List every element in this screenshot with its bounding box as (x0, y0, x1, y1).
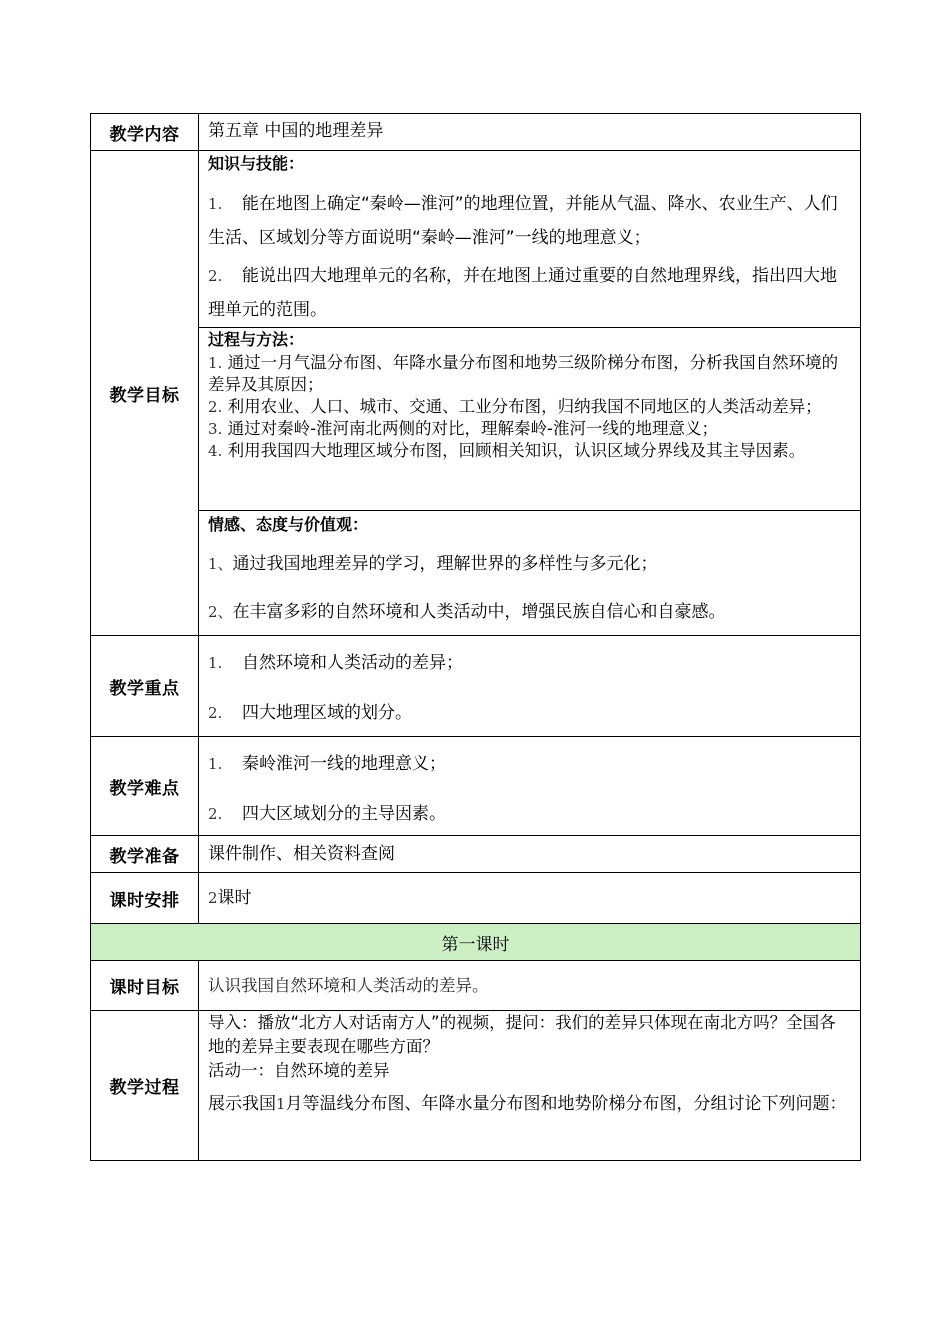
item-number: 1. (208, 755, 223, 773)
schedule-unit: 课时 (217, 888, 252, 908)
schedule-number: 2 (208, 889, 218, 907)
process-activity: 活动一：自然环境的差异 (208, 1061, 390, 1080)
process-method-item-1 (208, 352, 852, 396)
knowledge-title: 知识与技能： (208, 154, 305, 173)
process-method-item-3 (208, 418, 852, 440)
lesson-goal-text: 认识我国自然环境和人类活动的差异。 (208, 975, 489, 995)
emotion-item-2 (208, 595, 852, 629)
key-point-1 (208, 646, 852, 680)
row-objectives-knowledge (91, 151, 861, 328)
row-objectives-process (91, 328, 861, 511)
item-text: 通过对秦岭-淮河南北两侧的对比，理解秦岭-淮河一线的地理意义； (227, 419, 718, 438)
header-objectives: 教学目标 (91, 151, 199, 636)
row-objectives-emotion (91, 511, 861, 636)
difficulty-2 (208, 797, 852, 831)
item-number: 1. (208, 654, 223, 672)
process-method-cell (199, 328, 861, 511)
difficulty-1 (208, 747, 852, 781)
header-teaching-process: 教学过程 (91, 1011, 199, 1161)
item-number: 2. (208, 805, 223, 823)
knowledge-item-1 (208, 187, 852, 255)
lesson-plan-table (90, 113, 861, 1161)
key-point-2 (208, 696, 852, 730)
item-text: 通过我国地理差异的学习，理解世界的多样性与多元化； (232, 554, 658, 574)
preparation-cell (199, 836, 861, 873)
item-number: 4. (208, 442, 223, 460)
item-text: 通过一月气温分布图、年降水量分布图和地势三级阶梯分布图，分析我国自然环境的差异及其原因； (208, 353, 839, 394)
emotion-title: 情感、态度与价值观： (208, 515, 369, 534)
task-number: 1 (276, 1095, 286, 1113)
process-method-title: 过程与方法： (208, 330, 305, 349)
task-text-before: 展示我国 (208, 1094, 276, 1114)
item-number: 2、 (208, 603, 233, 621)
emotion-cell (199, 511, 861, 636)
header-preparation: 教学准备 (91, 836, 199, 873)
item-text: 四大地理区域的划分。 (242, 703, 412, 723)
item-text: 利用农业、人口、城市、交通、工业分布图，归纳我国不同地区的人类活动差异； (227, 397, 822, 416)
row-content (91, 114, 861, 151)
item-text: 四大区域划分的主导因素。 (242, 804, 446, 824)
item-number: 2. (208, 398, 223, 416)
process-method-item-4 (208, 440, 852, 462)
lesson-goal-cell (199, 961, 861, 1011)
item-text: 秦岭淮河一线的地理意义； (242, 754, 446, 774)
row-lesson-goal (91, 961, 861, 1011)
lesson-banner: 第一课时 (91, 924, 861, 961)
knowledge-cell (199, 151, 861, 328)
teaching-process-cell (199, 1011, 861, 1161)
schedule-cell (199, 873, 861, 924)
item-number: 1. (208, 195, 223, 213)
header-lesson-goal: 课时目标 (91, 961, 199, 1011)
row-schedule (91, 873, 861, 924)
item-text: 自然环境和人类活动的差异； (242, 653, 463, 673)
header-difficulties: 教学难点 (91, 737, 199, 836)
content-text: 第五章 中国的地理差异 (208, 121, 384, 141)
row-key-points (91, 636, 861, 737)
emotion-item-1 (208, 547, 852, 581)
row-preparation (91, 836, 861, 873)
item-text: 在丰富多彩的自然环境和人类活动中，增强民族自信心和自豪感。 (232, 602, 726, 622)
content-value (199, 114, 861, 151)
item-number: 1、 (208, 555, 233, 573)
process-intro: 导入：播放“北方人对话南方人”的视频，提问：我们的差异只体现在南北方吗？全国各地的差异主要表现在哪些方面？ (208, 1013, 836, 1056)
preparation-text: 课件制作、相关资料查阅 (208, 844, 395, 864)
key-points-cell (199, 636, 861, 737)
item-text: 能在地图上确定“秦岭—淮河”的地理位置，并能从气温、降水、农业生产、人们生活、区域划分等方面说明“秦岭—淮河”一线的地理意义； (208, 194, 838, 248)
knowledge-item-2 (208, 259, 852, 327)
item-text: 能说出四大地理单元的名称，并在地图上通过重要的自然地理界线，指出四大地理单元的范围。 (208, 266, 837, 320)
process-method-item-2 (208, 396, 852, 418)
difficulties-cell (199, 737, 861, 836)
schedule-text (208, 881, 852, 915)
item-number: 1. (208, 354, 223, 372)
row-teaching-process (91, 1011, 861, 1161)
item-text: 利用我国四大地理区域分布图，回顾相关知识，认识区域分界线及其主导因素。 (227, 441, 806, 460)
item-number: 2. (208, 704, 223, 722)
row-difficulties (91, 737, 861, 836)
process-task (208, 1087, 852, 1121)
header-content: 教学内容 (91, 114, 199, 151)
header-schedule: 课时安排 (91, 873, 199, 924)
header-key-points: 教学重点 (91, 636, 199, 737)
row-banner (91, 924, 861, 961)
item-number: 3. (208, 420, 223, 438)
task-text-after: 月等温线分布图、年降水量分布图和地势阶梯分布图，分组讨论下列问题： (285, 1094, 847, 1114)
item-number: 2. (208, 267, 223, 285)
